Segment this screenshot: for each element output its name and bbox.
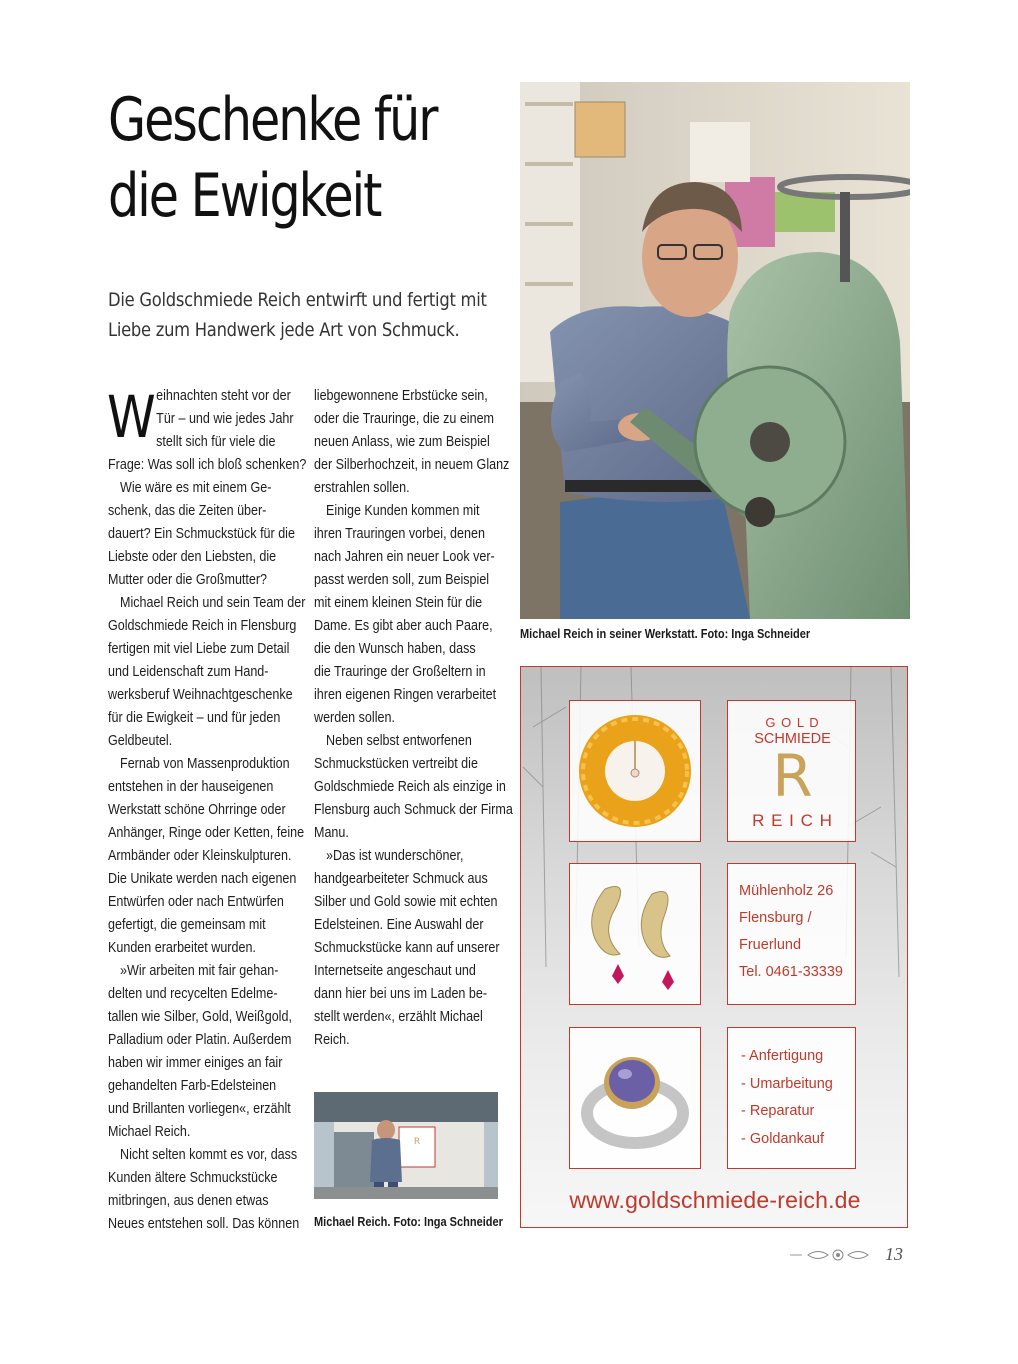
headline-line-2: die Ewigkeit: [108, 161, 381, 231]
ring-image: [570, 1028, 700, 1168]
article-line: Liebste oder den Liebsten, die: [108, 549, 277, 565]
logo-gold-text: G O L D: [765, 715, 820, 730]
article-line: Michael Reich.: [108, 1124, 191, 1140]
article-line: Geldbeutel.: [108, 733, 173, 749]
address-city: Flensburg /: [739, 910, 812, 926]
lead-line-2: Liebe zum Handwerk jede Art von Schmuck.: [108, 319, 460, 341]
article-line: schenk, das die Zeiten über-: [108, 503, 267, 519]
earrings-panel: [569, 863, 701, 1005]
address-block: [739, 878, 843, 986]
article-line: erstrahlen sollen.: [314, 480, 410, 496]
article-line: eihnachten steht vor der: [156, 388, 291, 404]
article-line: Tür – und wie jedes Jahr: [156, 411, 294, 427]
article-line: mit einem kleinen Stein für die: [314, 595, 483, 611]
article-line: dann hier bei uns im Laden be-: [314, 986, 488, 1002]
article-line: ihren Trauringen vorbei, denen: [314, 526, 485, 542]
article-line: Schmuckstücke kann auf unserer: [314, 940, 500, 956]
service-item: - Umarbeitung: [741, 1075, 833, 1092]
article-line: Fernab von Massenproduktion: [120, 756, 290, 772]
article-line: für die Ewigkeit – und für jeden: [108, 710, 281, 726]
article-line: werksberuf Weihnachtgeschenke: [108, 687, 293, 703]
address-district: Fruerlund: [739, 937, 802, 953]
ornament-icon: [790, 1248, 880, 1262]
article-line: Die Unikate werden nach eigenen: [108, 871, 297, 887]
article-line: Goldschmiede Reich als einzige in: [314, 779, 506, 795]
article-line: Anhänger, Ringe oder Ketten, feine: [108, 825, 305, 841]
article-line: nach Jahren ein neuer Look ver-: [314, 549, 495, 565]
svg-text:R: R: [413, 1137, 421, 1147]
article-line: passt werden soll, zum Beispiel: [314, 572, 490, 588]
service-item: - Reparatur: [741, 1103, 815, 1119]
headline-line-1: Geschenke für: [108, 85, 437, 155]
article-line: Neues entstehen soll. Das können: [108, 1216, 300, 1232]
article-line: Palladium oder Platin. Außerdem: [108, 1032, 292, 1048]
advertisement: [520, 666, 908, 1228]
article-line: tallen wie Silber, Gold, Weißgold,: [108, 1009, 292, 1025]
article-line: neuen Anlass, wie zum Beispiel: [314, 434, 490, 450]
address-panel: [727, 863, 856, 1005]
article-line: Wie wäre es mit einem Ge-: [120, 480, 272, 496]
amber-pendant-image: [570, 701, 700, 841]
article-line: Dame. Es gibt aber auch Paare,: [314, 618, 493, 634]
lead-line-1: Die Goldschmiede Reich entwirft und fertigt mit: [108, 289, 487, 311]
article-line: entstehen in der hauseigenen: [108, 779, 274, 795]
amber-pendant-panel: [569, 700, 701, 842]
article-line: delten und recycelten Edelme-: [108, 986, 278, 1002]
article-line: Silber und Gold sowie mit echten: [314, 894, 498, 910]
article-line: »Wir arbeiten mit fair gehan-: [120, 963, 279, 979]
article-line: gehandelten Farb-Edelsteinen: [108, 1078, 277, 1094]
article-line: Goldschmiede Reich in Flensburg: [108, 618, 297, 634]
service-item: - Goldankauf: [741, 1130, 825, 1147]
article-line: stellt sich für viele die: [156, 434, 276, 450]
article-line: Internetseite angeschaut und: [314, 963, 476, 979]
logo-letter-r: R: [772, 742, 813, 810]
logo-schmiede-text: SCHMIEDE: [754, 731, 831, 747]
article-line: Reich.: [314, 1032, 350, 1048]
earrings-image: [570, 864, 700, 1004]
article-line: dauert? Ein Schmuckstück für die: [108, 526, 295, 542]
storefront-photo: [314, 1092, 498, 1199]
article-line: handgearbeiteter Schmuck aus: [314, 871, 488, 887]
drop-cap: W: [107, 383, 156, 451]
main-photo-caption: Michael Reich in seiner Werkstatt. Foto: Inga Schneider: [520, 627, 811, 641]
article-line: Edelsteinen. Eine Auswahl der: [314, 917, 484, 933]
goldschmiede-reich-logo: [727, 700, 856, 842]
services-list: [741, 1043, 833, 1153]
article-line: Manu.: [314, 825, 349, 841]
article-line: haben wir immer einiges an fair: [108, 1055, 283, 1071]
ring-panel: [569, 1027, 701, 1169]
service-item: - Anfertigung: [741, 1048, 824, 1064]
address-phone: Tel. 0461-33339: [739, 964, 843, 980]
article-line: stellt werden«, erzählt Michael: [314, 1009, 483, 1025]
article-line: werden sollen.: [314, 710, 395, 726]
article-line: die den Wunsch haben, dass: [314, 641, 476, 657]
article-line: Kunden ältere Schmuckstücke: [108, 1170, 278, 1186]
headline: [108, 82, 436, 234]
ad-website-link[interactable]: www.goldschmiede-reich.de: [569, 1187, 861, 1213]
article-line: Frage: Was soll ich bloß schenken?: [108, 457, 307, 473]
article-line: Entwürfen oder nach Entwürfen: [108, 894, 284, 910]
article-line: Schmuckstücken vertreibt die: [314, 756, 478, 772]
article-line: »Das ist wunderschöner,: [326, 848, 464, 864]
article-line: der Silberhochzeit, in neuem Glanz: [314, 457, 510, 473]
article-line: Nicht selten kommt es vor, dass: [120, 1147, 298, 1163]
logo-reich-text: R E I C H: [752, 811, 833, 830]
article-line: Einige Kunden kommen mit: [326, 503, 480, 519]
article-line: Michael Reich und sein Team der: [120, 595, 306, 611]
workshop-photo: [520, 82, 910, 619]
small-photo-caption: Michael Reich. Foto: Inga Schneider: [314, 1215, 503, 1229]
article-line: ihren eigenen Ringen verarbeitet: [314, 687, 497, 703]
article-line: Neben selbst entworfenen: [326, 733, 472, 749]
article-column-1: [108, 385, 307, 1236]
article-line: Werkstatt schöne Ohrringe oder: [108, 802, 286, 818]
article-line: fertigen mit viel Liebe zum Detail: [108, 641, 290, 657]
page-number: 13: [885, 1244, 903, 1264]
article-line: liebgewonnene Erbstücke sein,: [314, 388, 488, 404]
article-line: und Brillanten vorliegen«, erzählt: [108, 1101, 291, 1117]
article-line: Kunden erarbeitet wurden.: [108, 940, 256, 956]
article-line: Armbänder oder Kleinskulpturen.: [108, 848, 292, 864]
article-line: Flensburg auch Schmuck der Firma: [314, 802, 513, 818]
article-line: und Leidenschaft zum Hand-: [108, 664, 269, 680]
address-street: Mühlenholz 26: [739, 883, 834, 899]
article-column-2: [314, 385, 513, 1052]
article-line: die Trauringe der Großeltern in: [314, 664, 486, 680]
services-panel: [727, 1027, 856, 1169]
article-line: Mutter oder die Großmutter?: [108, 572, 268, 588]
article-line: mitbringen, aus denen etwas: [108, 1193, 269, 1209]
article-line: oder die Trauringe, die zu einem: [314, 411, 495, 427]
lead-paragraph: [108, 285, 487, 345]
article-line: gefertigt, die gemeinsam mit: [108, 917, 266, 933]
